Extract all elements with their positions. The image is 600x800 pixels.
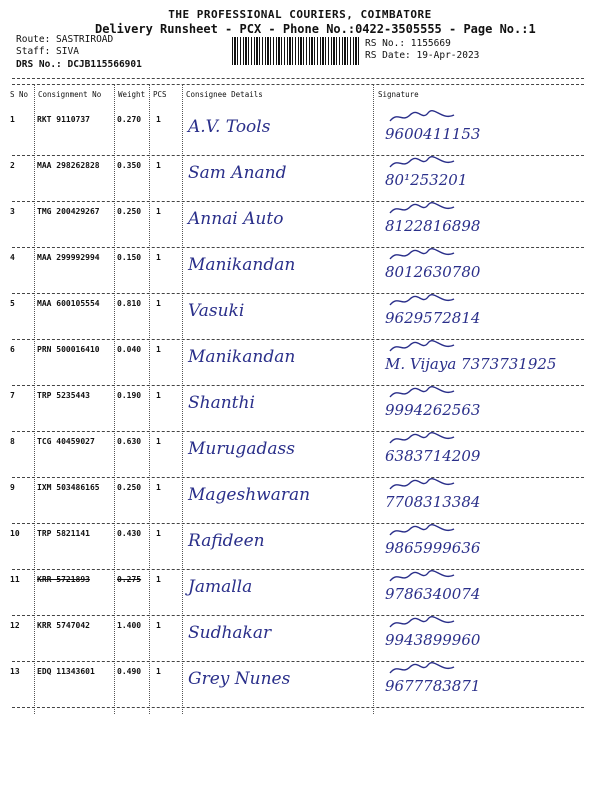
row-consignment-no: TRP 5821141 — [37, 529, 90, 538]
signature-scribble — [388, 247, 458, 263]
signature-scribble — [388, 293, 458, 309]
row-divider — [12, 661, 584, 662]
row-divider — [12, 431, 584, 432]
row-consignment-no: PRN 500016410 — [37, 345, 100, 354]
row-divider — [12, 523, 584, 524]
signature-scribble — [388, 109, 458, 125]
col-sno: S No — [10, 90, 29, 99]
row-weight: 0.250 — [117, 483, 142, 492]
row-weight: 0.430 — [117, 529, 142, 538]
col-weight: Weight — [118, 90, 146, 99]
row-consignee: Manikandan — [188, 347, 296, 367]
row-consignee: Sam Anand — [188, 163, 287, 183]
signature-scribble — [388, 201, 458, 217]
row-pcs: 1 — [156, 483, 161, 492]
row-sno: 7 — [10, 391, 15, 400]
row-consignee: Sudhakar — [188, 623, 272, 643]
row-signature: 9865999636 — [385, 539, 481, 557]
row-signature: M. Vijaya 7373731925 — [385, 355, 557, 373]
row-pcs: 1 — [156, 437, 161, 446]
row-signature: 8012630780 — [385, 263, 481, 281]
row-sno: 9 — [10, 483, 15, 492]
row-consignment-no: EDQ 11343601 — [37, 667, 95, 676]
row-pcs: 1 — [156, 667, 161, 676]
row-consignment-no: TMG 200429267 — [37, 207, 100, 216]
row-signature: 9600411153 — [385, 125, 481, 143]
row-pcs: 1 — [156, 161, 161, 170]
rs-date: RS Date: 19-Apr-2023 — [365, 50, 480, 61]
row-consignee: Annai Auto — [188, 209, 284, 229]
row-weight: 0.350 — [117, 161, 142, 170]
row-sno: 8 — [10, 437, 15, 446]
column-rule — [114, 84, 115, 714]
header-divider — [12, 78, 584, 79]
col-consignee: Consignee Details — [186, 90, 263, 99]
signature-scribble — [388, 385, 458, 401]
row-divider — [12, 247, 584, 248]
col-consignment: Consignment No — [38, 90, 102, 99]
row-signature: 9629572814 — [385, 309, 481, 327]
row-pcs: 1 — [156, 575, 161, 584]
row-consignment-no: KRR 5747042 — [37, 621, 90, 630]
row-consignee: Vasuki — [188, 301, 245, 321]
row-consignment-no: RKT 9110737 — [37, 115, 90, 124]
row-signature: 9994262563 — [385, 401, 481, 419]
row-consignment-no: MAA 298262828 — [37, 161, 100, 170]
row-divider — [12, 477, 584, 478]
row-divider — [12, 707, 584, 708]
row-sno: 1 — [10, 115, 15, 124]
row-signature: 6383714209 — [385, 447, 481, 465]
row-divider — [12, 201, 584, 202]
row-weight: 0.250 — [117, 207, 142, 216]
signature-scribble — [388, 615, 458, 631]
row-pcs: 1 — [156, 299, 161, 308]
row-weight: 0.630 — [117, 437, 142, 446]
row-consignee: Manikandan — [188, 255, 296, 275]
col-pcs: PCS — [153, 90, 167, 99]
row-sno: 5 — [10, 299, 15, 308]
signature-scribble — [388, 569, 458, 585]
drs-number: DRS No.: DCJB115566901 — [16, 59, 142, 70]
rs-number: RS No.: 1155669 — [365, 38, 451, 49]
row-signature: 9677783871 — [385, 677, 481, 695]
row-consignee: Jamalla — [188, 577, 253, 597]
signature-scribble — [388, 477, 458, 493]
signature-scribble — [388, 431, 458, 447]
row-pcs: 1 — [156, 391, 161, 400]
row-consignee: A.V. Tools — [188, 117, 271, 137]
row-consignment-no: IXM 503486165 — [37, 483, 100, 492]
row-weight: 0.810 — [117, 299, 142, 308]
row-sno: 2 — [10, 161, 15, 170]
row-divider — [12, 615, 584, 616]
row-weight: 1.400 — [117, 621, 142, 630]
row-signature: 7708313384 — [385, 493, 481, 511]
row-pcs: 1 — [156, 345, 161, 354]
row-divider — [12, 569, 584, 570]
row-sno: 13 — [10, 667, 20, 676]
row-divider — [12, 385, 584, 386]
company-name: THE PROFESSIONAL COURIERS, COIMBATORE — [168, 8, 432, 21]
column-rule — [182, 84, 183, 714]
row-consignee: Mageshwaran — [188, 485, 311, 505]
col-signature: Signature — [378, 90, 419, 99]
row-signature: 9786340074 — [385, 585, 481, 603]
row-pcs: 1 — [156, 115, 161, 124]
column-rule — [34, 84, 35, 714]
row-consignee: Murugadass — [188, 439, 295, 459]
row-weight: 0.490 — [117, 667, 142, 676]
row-pcs: 1 — [156, 529, 161, 538]
row-sno: 3 — [10, 207, 15, 216]
row-signature: 80¹253201 — [385, 171, 468, 189]
row-pcs: 1 — [156, 207, 161, 216]
signature-scribble — [388, 339, 458, 355]
row-divider — [12, 339, 584, 340]
row-weight: 0.150 — [117, 253, 142, 262]
row-pcs: 1 — [156, 253, 161, 262]
row-weight: 0.040 — [117, 345, 142, 354]
row-consignment-no: TCG 40459027 — [37, 437, 95, 446]
column-rule — [149, 84, 150, 714]
row-consignee: Shanthi — [188, 393, 255, 413]
barcode — [232, 37, 360, 65]
row-sno: 6 — [10, 345, 15, 354]
signature-scribble — [388, 661, 458, 677]
column-rule — [373, 84, 374, 714]
sheet-title: Delivery Runsheet - PCX - Phone No.:0422-3505555 - Page No.:1 — [95, 22, 536, 36]
row-sno: 11 — [10, 575, 20, 584]
header-divider — [12, 84, 584, 85]
row-pcs: 1 — [156, 621, 161, 630]
row-signature: 9943899960 — [385, 631, 481, 649]
row-consignment-no: KRR 5721893 — [37, 575, 90, 584]
staff-label: Staff: SIVA — [16, 46, 79, 57]
row-signature: 8122816898 — [385, 217, 481, 235]
row-divider — [12, 155, 584, 156]
row-sno: 4 — [10, 253, 15, 262]
row-sno: 12 — [10, 621, 20, 630]
row-weight: 0.275 — [117, 575, 142, 584]
row-divider — [12, 293, 584, 294]
row-consignee: Grey Nunes — [188, 669, 291, 689]
row-sno: 10 — [10, 529, 20, 538]
row-consignment-no: TRP 5235443 — [37, 391, 90, 400]
row-consignee: Rafideen — [188, 531, 265, 551]
row-consignment-no: MAA 600105554 — [37, 299, 100, 308]
row-weight: 0.270 — [117, 115, 142, 124]
route-label: Route: SASTRIROAD — [16, 34, 114, 45]
signature-scribble — [388, 523, 458, 539]
row-weight: 0.190 — [117, 391, 142, 400]
row-consignment-no: MAA 299992994 — [37, 253, 100, 262]
signature-scribble — [388, 155, 458, 171]
